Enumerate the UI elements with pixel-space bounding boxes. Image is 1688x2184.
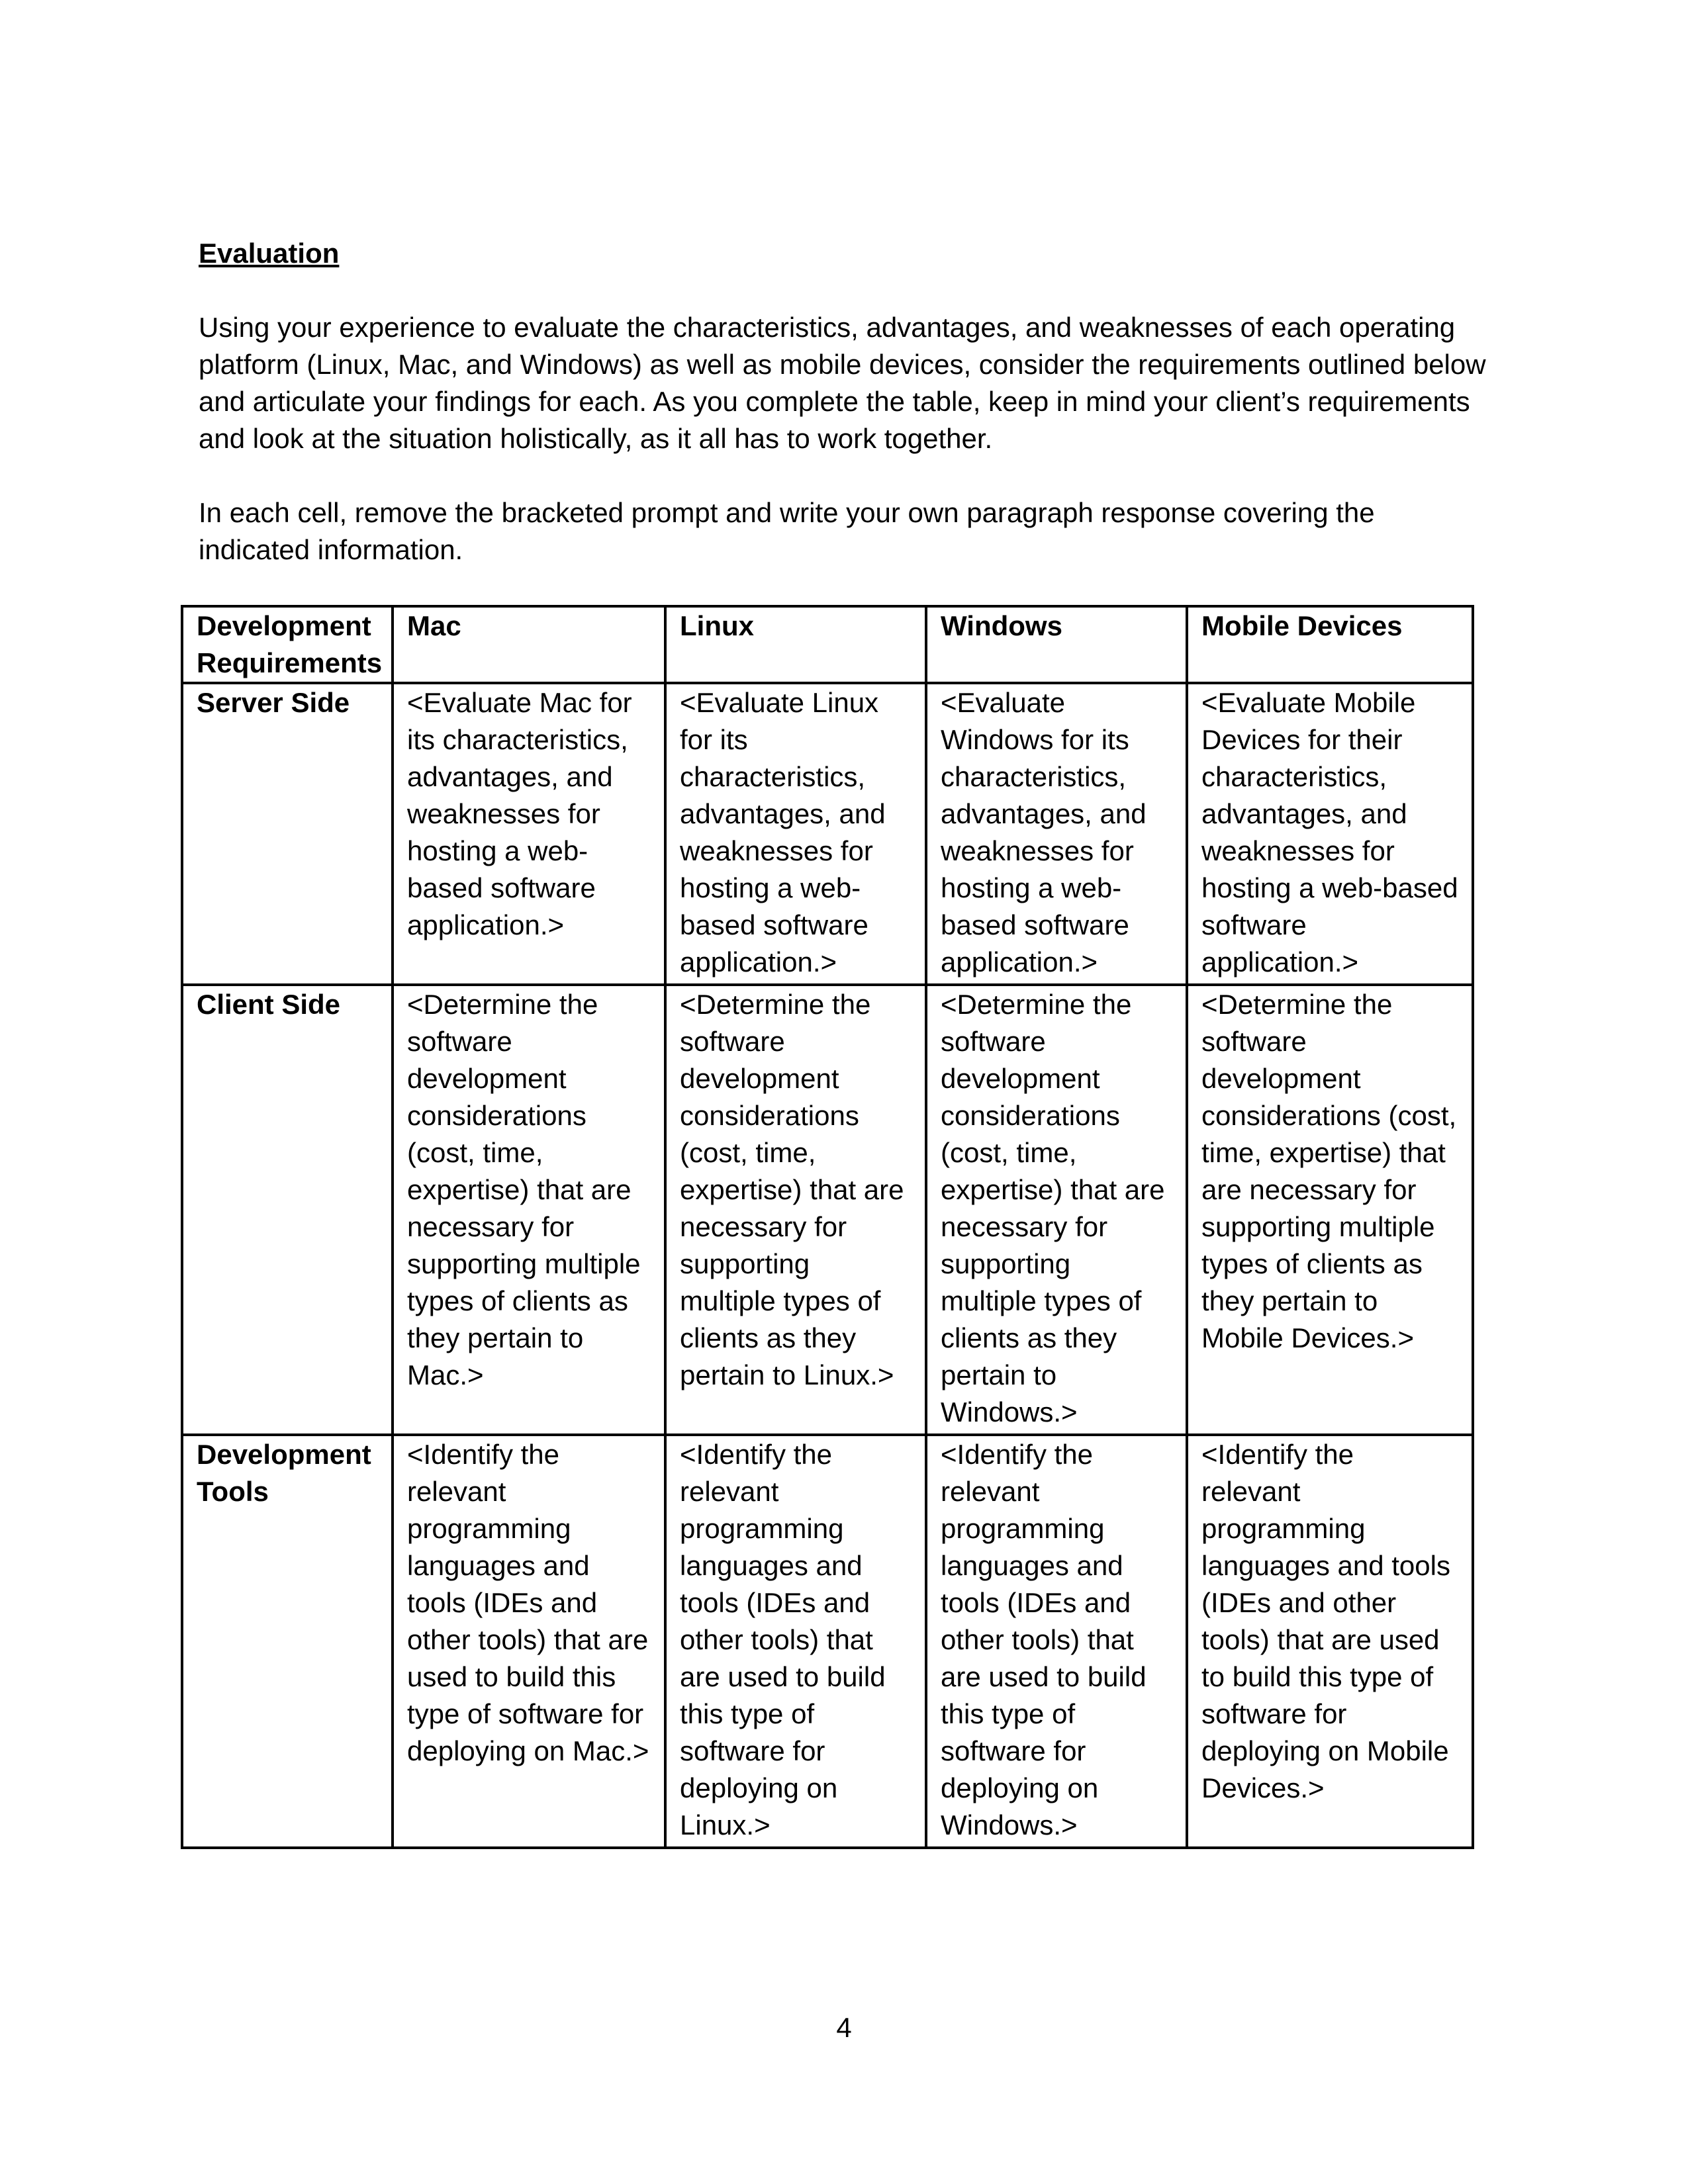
header-development-requirements: Development Requirements [182, 606, 393, 683]
row-label-server-side: Server Side [182, 683, 393, 985]
cell-client-windows: <Determine the software development considerations (cost, time, expertise) that are necessary for supporting multiple types of clients as they pertain to Windows.> [926, 985, 1187, 1435]
cell-client-linux: <Determine the software development considerations (cost, time, expertise) that are necessary for supporting multiple types of clients as they pertain to Linux.> [665, 985, 926, 1435]
cell-server-mobile: <Evaluate Mobile Devices for their characteristics, advantages, and weaknesses for hosting a web-based software application.> [1187, 683, 1473, 985]
cell-tools-linux: <Identify the relevant programming languages and tools (IDEs and other tools) that are used to build this type of software for deploying on Linux.> [665, 1435, 926, 1848]
evaluation-table [181, 605, 1474, 1849]
header-mobile-devices: Mobile Devices [1187, 606, 1473, 683]
cell-tools-mobile: <Identify the relevant programming languages and tools (IDEs and other tools) that are used to build this type of software for deploying on Mobile Devices.> [1187, 1435, 1473, 1848]
cell-tools-windows: <Identify the relevant programming languages and tools (IDEs and other tools) that are used to build this type of software for deploying on Windows.> [926, 1435, 1187, 1848]
header-linux: Linux [665, 606, 926, 683]
header-windows: Windows [926, 606, 1187, 683]
section-heading: Evaluation [199, 238, 340, 269]
row-label-development-tools: Development Tools [182, 1435, 393, 1848]
cell-client-mac: <Determine the software development considerations (cost, time, expertise) that are necessary for supporting multiple types of clients as they pertain to Mac.> [393, 985, 665, 1435]
instruction-paragraph: In each cell, remove the bracketed prompt and write your own paragraph response covering the indicated information. [199, 497, 1375, 565]
table-header-row [182, 606, 1473, 683]
table-row [182, 683, 1473, 985]
cell-tools-mac: <Identify the relevant programming languages and tools (IDEs and other tools) that are used to build this type of software for deploying on Mac.> [393, 1435, 665, 1848]
intro-paragraph: Using your experience to evaluate the characteristics, advantages, and weaknesses of each operating platform (Linux, Mac, and Windows) as well as mobile devices, consider the requirements outlined below and articulate your findings for each. As you complete the table, keep in mind your client’s requirements and look at the situation holistically, as it all has to work together. [199, 312, 1486, 454]
table-row [182, 985, 1473, 1435]
cell-client-mobile: <Determine the software development considerations (cost, time, expertise) that are necessary for supporting multiple types of clients as they pertain to Mobile Devices.> [1187, 985, 1473, 1435]
cell-server-linux: <Evaluate Linux for its characteristics, advantages, and weaknesses for hosting a web-based software application.> [665, 683, 926, 985]
table-row [182, 1435, 1473, 1848]
cell-server-windows: <Evaluate Windows for its characteristics, advantages, and weaknesses for hosting a web-based software application.> [926, 683, 1187, 985]
page-number: 4 [836, 2012, 852, 2043]
cell-server-mac: <Evaluate Mac for its characteristics, advantages, and weaknesses for hosting a web-based software application.> [393, 683, 665, 985]
row-label-client-side: Client Side [182, 985, 393, 1435]
document-body [199, 235, 1489, 569]
header-mac: Mac [393, 606, 665, 683]
